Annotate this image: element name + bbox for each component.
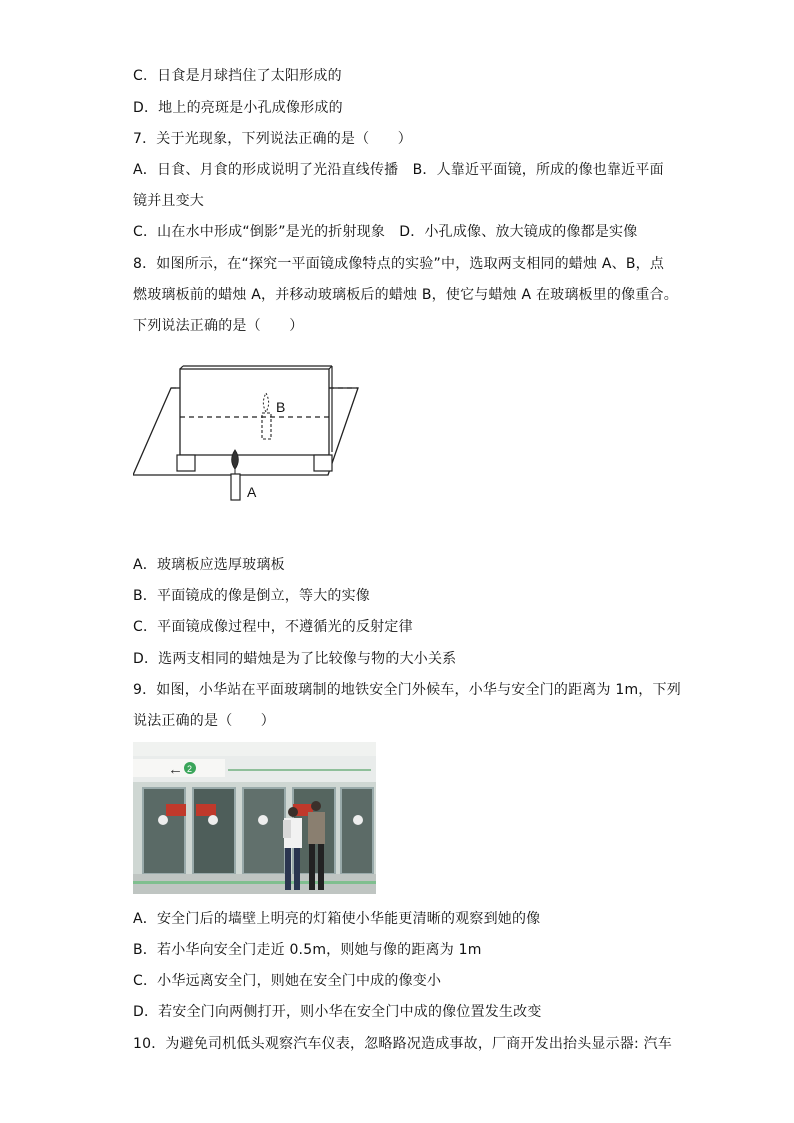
question-8-option-a: A．玻璃板应选厚玻璃板 (133, 557, 285, 573)
question-9-option-a: A．安全门后的墙壁上明亮的灯箱使小华能更清晰的观察到她的像 (133, 911, 541, 927)
arrow-left-icon: ← (168, 761, 183, 778)
question-8-option-d: D．选两支相同的蜡烛是为了比较像与物的大小关系 (133, 651, 457, 667)
question-7-stem: 7．关于光现象，下列说法正确的是（ ） (133, 131, 412, 147)
question-9-stem-2: 说法正确的是（ ） (133, 713, 275, 729)
text-line-1: C．日食是月球挡住了太阳形成的 (133, 68, 342, 84)
question-9-option-c: C．小华远离安全门，则她在安全门中成的像变小 (133, 973, 442, 989)
question-10-stem: 10．为避免司机低头观察汽车仪表，忽略路况造成事故，厂商开发出抬头显示器: 汽车 (133, 1036, 672, 1052)
question-8-option-c: C．平面镜成像过程中，不遵循光的反射定律 (133, 619, 413, 635)
question-8-stem-1: 8．如图所示，在“探究一平面镜成像特点的实验”中，选取两支相同的蜡烛 A、B，点 (133, 256, 665, 272)
question-9-option-d: D．若安全门向两侧打开，则小华在安全门中成的像位置发生改变 (133, 1004, 542, 1020)
text-line-2: D．地上的亮斑是小孔成像形成的 (133, 100, 343, 116)
question-7-options-ab-cont: 镜并且变大 (133, 193, 204, 209)
question-9-option-b: B．若小华向安全门走近 0.5m，则她与像的距离为 1m (133, 942, 482, 958)
question-9-stem-1: 9．如图，小华站在平面玻璃制的地铁安全门外候车，小华与安全门的距离为 1m，下列 (133, 682, 681, 698)
line-number: 2 (187, 764, 193, 774)
question-8-option-b: B．平面镜成的像是倒立，等大的实像 (133, 588, 371, 604)
question-7-options-ab: A．日食、月食的形成说明了光沿直线传播 B．人靠近平面镜，所成的像也靠近平面 (133, 162, 664, 178)
question-8-stem-2: 燃玻璃板前的蜡烛 A，并移动玻璃板后的蜡烛 B，使它与蜡烛 A 在玻璃板里的像重合。 (133, 287, 678, 303)
subway-platform-photo (133, 742, 376, 894)
mirror-experiment-figure (133, 355, 373, 535)
question-7-options-cd: C．山在水中形成“倒影”是光的折射现象 D．小孔成像、放大镜成的像都是实像 (133, 224, 638, 240)
candle-b-label: B (276, 399, 286, 415)
question-8-stem-3: 下列说法正确的是（ ） (133, 318, 304, 334)
candle-a-label: A (247, 484, 257, 500)
